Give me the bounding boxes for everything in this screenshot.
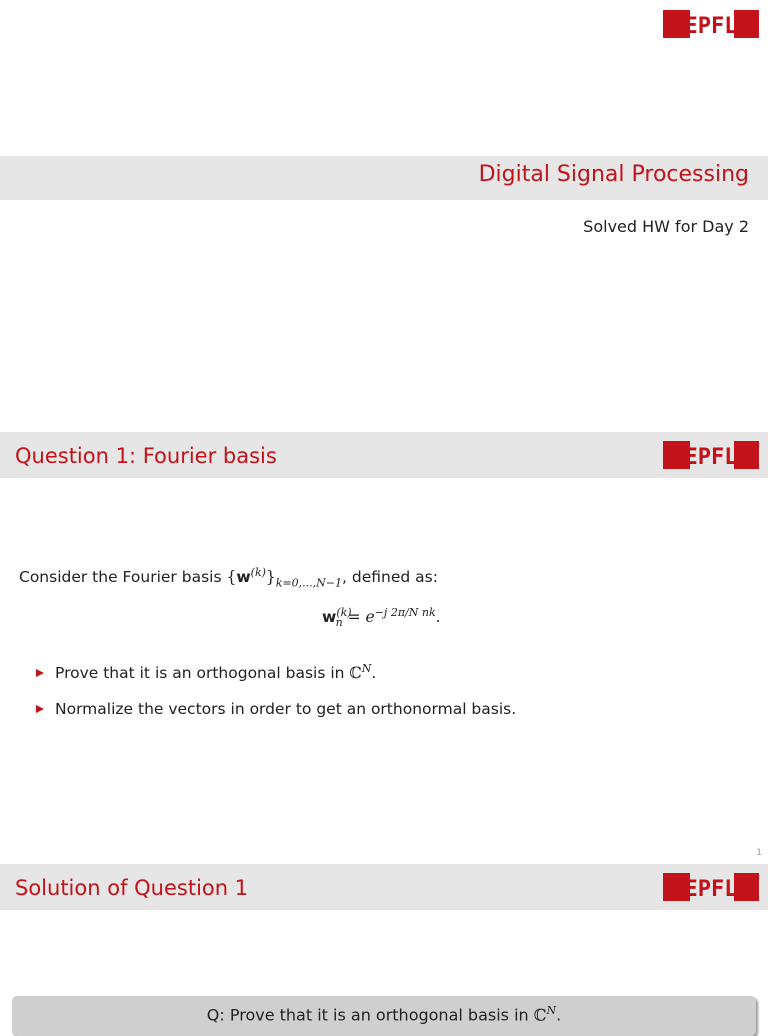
epfl-logo xyxy=(663,441,759,469)
formula-end: . xyxy=(435,608,441,627)
logo-text: EPFL xyxy=(684,877,738,901)
formula-rhs: = e xyxy=(347,608,375,627)
epfl-logo xyxy=(663,873,759,901)
box-text: Q: Prove that it is an orthogonal basis in xyxy=(206,1005,534,1025)
basis-sup: (k) xyxy=(250,566,266,579)
basis-sub: k=0,...,N−1 xyxy=(275,576,343,590)
bullet-triangle-icon xyxy=(36,705,44,713)
logo-text: EPFL xyxy=(684,445,738,469)
question-intro: Consider the Fourier basis $\{w^{(k)}\}_{k=0,...,N-1}$, defined as: xyxy=(19,566,438,590)
box-complex-symbol: ℂ xyxy=(533,1005,547,1025)
solution-title: Solution of Question 1 xyxy=(15,876,249,900)
logo-text: EPFL xyxy=(684,14,738,38)
question-title: Question 1: Fourier basis xyxy=(15,444,277,468)
epfl-logo xyxy=(663,10,759,38)
bullet-text: Prove that it is an orthogonal basis in xyxy=(55,664,350,683)
intro-suffix: , defined as: xyxy=(342,568,438,587)
question-box-text xyxy=(0,1004,768,1024)
basis-symbol: w xyxy=(236,568,251,587)
bullet-end: . xyxy=(371,664,377,683)
bullet-item xyxy=(36,700,516,718)
page-number: 1 xyxy=(756,848,762,858)
bullet-text: Normalize the vectors in order to get an orthonormal basis. xyxy=(55,700,517,718)
bullet-item xyxy=(36,662,376,682)
box-sup: N xyxy=(546,1004,557,1017)
complex-sup: N xyxy=(361,662,372,675)
fourier-formula xyxy=(322,606,441,629)
deck-title: Digital Signal Processing xyxy=(478,162,749,187)
complex-symbol: ℂ xyxy=(349,664,362,683)
formula-sup: (k) xyxy=(336,606,352,619)
box-end: . xyxy=(556,1005,562,1025)
bullet-triangle-icon xyxy=(36,669,44,677)
formula-exp: −j 2π/N nk xyxy=(374,606,436,619)
intro-prefix: Consider the Fourier basis xyxy=(19,568,227,587)
deck-subtitle: Solved HW for Day 2 xyxy=(583,217,749,236)
formula-w: w xyxy=(322,608,337,627)
formula-sub: n xyxy=(335,616,343,630)
